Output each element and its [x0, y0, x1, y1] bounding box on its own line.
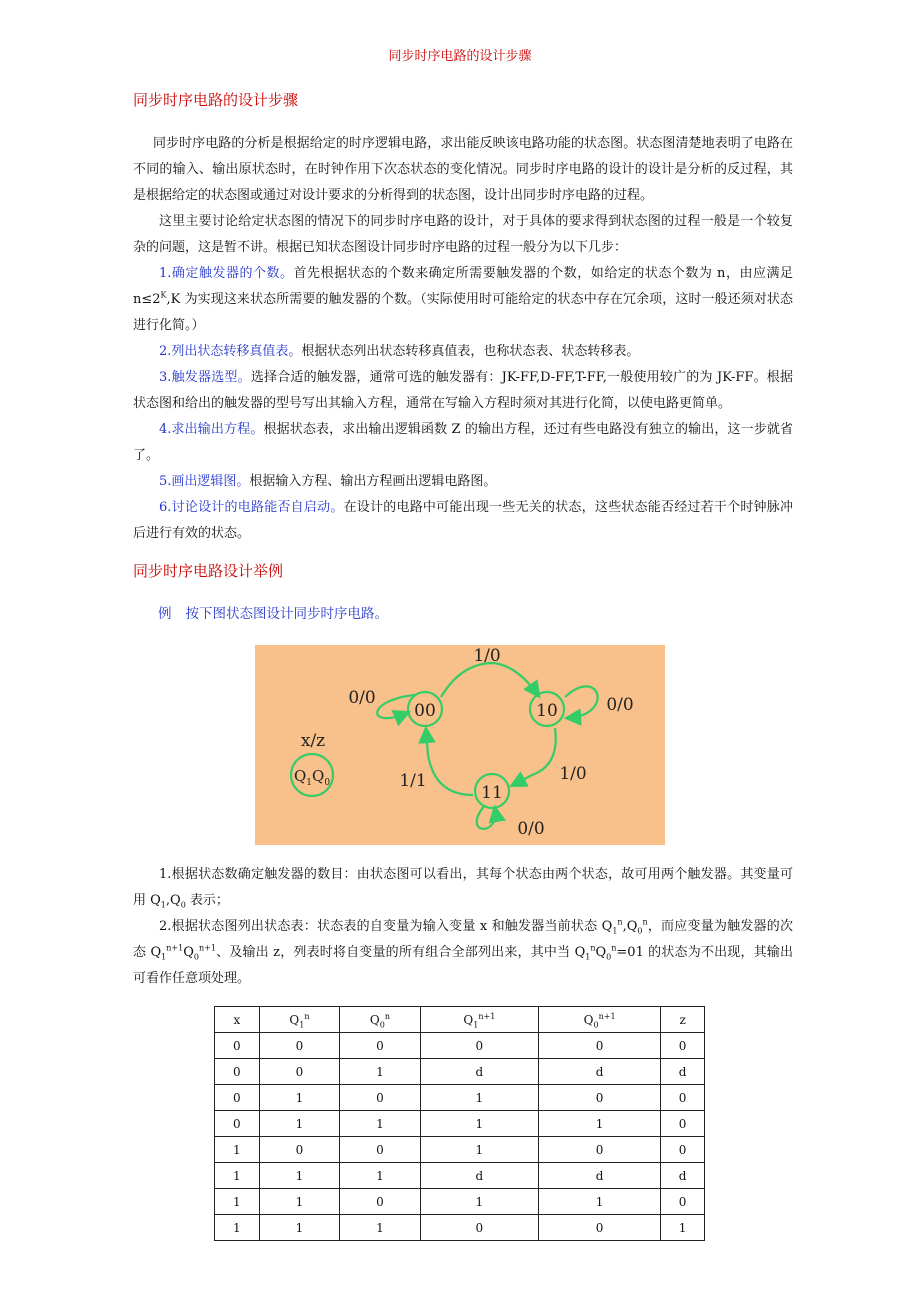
state-label-10: 10	[536, 701, 558, 721]
state-label-11: 11	[481, 783, 503, 803]
table-row	[215, 1189, 705, 1215]
col-header-q1n	[259, 1007, 340, 1033]
step-3-text: 选择合适的触发器，通常可选的触发器有：JK-FF,D-FF,T-FF,一般使用较广的为 JK-FF。根据状态图和给出的触发器的型号写出其输入方程，通常在写输入方程时须对其进行化简，以使电路更简单。	[133, 370, 793, 411]
table-row	[215, 1215, 705, 1241]
example-text: 按下图状态图设计同步时序电路。	[185, 606, 388, 622]
table-row	[215, 1111, 705, 1137]
edge-label-00-10: 1/0	[473, 646, 501, 666]
edge-label-loop11: 0/0	[517, 819, 545, 839]
table-cell: 1	[259, 1111, 340, 1137]
p2-sub1a: 1	[612, 926, 618, 936]
table-cell: 1	[215, 1189, 260, 1215]
hdr-3-sub: 1	[473, 1019, 479, 1029]
table-cell: 0	[539, 1137, 661, 1163]
step-1-text-b: ,K 为实现这来状态所需要的触发器的个数。（实际使用时可能给定的状态中存在冗余项，这时一般还须对状态进行化简。）	[133, 292, 793, 333]
hdr-1-sub: 1	[299, 1019, 305, 1029]
step-3-label: 3.触发器选型。	[159, 370, 251, 385]
p2-supn-a: n	[617, 917, 623, 927]
p2-supn1-b: n+1	[198, 943, 216, 953]
step-5-label: 5.画出逻辑图。	[159, 474, 250, 489]
col-header-z	[661, 1007, 705, 1033]
hdr-4-base: Q	[583, 1012, 594, 1027]
table-cell: 1	[259, 1163, 340, 1189]
edge-label-loop10: 0/0	[606, 695, 634, 715]
table-row	[215, 1085, 705, 1111]
col-header-x	[215, 1007, 260, 1033]
p1-a: 1.根据状态数确定触发器的数目：由状态图可以看出，其每个状态由两个状态，故可用两个触发器。其变量可用 Q	[133, 867, 793, 908]
table-cell: 0	[259, 1033, 340, 1059]
step-1-label: 1.确定触发器的个数。	[159, 266, 294, 281]
section-heading-design-steps: 同步时序电路的设计步骤	[133, 91, 299, 109]
p2-supn-c: n	[590, 943, 596, 953]
p1-c: 表示；	[185, 893, 229, 908]
p2-sub1c: 1	[585, 952, 591, 962]
p2-d: Q	[183, 945, 194, 960]
state-table-header-row	[215, 1007, 705, 1033]
table-cell: 0	[215, 1059, 260, 1085]
step-5	[133, 469, 793, 495]
hdr-0-base: x	[233, 1012, 241, 1027]
table-row	[215, 1059, 705, 1085]
table-cell: d	[661, 1163, 705, 1189]
p2-f: Q	[595, 945, 607, 960]
step-2	[133, 339, 793, 365]
table-cell: 1	[215, 1137, 260, 1163]
table-cell: 1	[661, 1215, 705, 1241]
p2-supn-b: n	[642, 917, 648, 927]
table-cell: 0	[340, 1189, 421, 1215]
legend-sub-0: 0	[324, 778, 331, 788]
step-1-text-a: 首先根据状态的个数来确定所需要触发器的个数，如给定的状态个数为 n，由应满足 n≤2	[133, 266, 793, 307]
table-cell: 1	[340, 1215, 421, 1241]
p2-e: 、及输出 z，列表时将自变量的所有组合全部列出来，其中当 Q	[215, 945, 586, 960]
step-3	[133, 365, 793, 417]
table-cell: 0	[420, 1215, 538, 1241]
edge-label-11-00: 1/1	[399, 771, 427, 791]
table-cell: 1	[420, 1085, 538, 1111]
table-row	[215, 1163, 705, 1189]
table-cell: 1	[539, 1111, 661, 1137]
step-4-text: 根据状态表，求出输出逻辑函数 Z 的输出方程，还过有些电路没有独立的输出，这一步就省了。	[133, 422, 793, 463]
table-cell: 0	[215, 1085, 260, 1111]
table-cell: 1	[259, 1189, 340, 1215]
step-2-label: 2.列出状态转移真值表。	[159, 344, 302, 359]
step-4-label: 4.求出输出方程。	[159, 422, 264, 437]
step-6-label: 6.讨论设计的电路能否自启动。	[159, 500, 344, 515]
legend-xz-label: x/z	[300, 731, 326, 751]
design-step-2-paragraph	[133, 914, 793, 992]
hdr-2-sub: 0	[379, 1019, 385, 1029]
step-4	[133, 417, 793, 469]
table-cell: 1	[340, 1059, 421, 1085]
step-5-text: 根据输入方程、输出方程画出逻辑电路图。	[249, 474, 497, 489]
table-cell: 0	[215, 1033, 260, 1059]
p2-g: =01 的状态为不出现，其输出可看作任意项处理。	[133, 945, 793, 986]
section-heading-example: 同步时序电路设计举例	[133, 562, 284, 580]
step-1-superscript: K	[160, 290, 167, 300]
hdr-3-sup: n+1	[478, 1011, 496, 1021]
table-cell: 0	[340, 1137, 421, 1163]
col-header-q0n	[340, 1007, 421, 1033]
table-cell: 0	[259, 1059, 340, 1085]
hdr-2-sup: n	[384, 1011, 390, 1021]
table-cell: 0	[340, 1033, 421, 1059]
state-table	[214, 1006, 705, 1241]
table-cell: 0	[661, 1111, 705, 1137]
table-cell: 0	[340, 1085, 421, 1111]
edge-label-loop00: 0/0	[348, 688, 376, 708]
table-cell: d	[539, 1163, 661, 1189]
table-cell: d	[420, 1059, 538, 1085]
table-cell: 0	[215, 1111, 260, 1137]
p2-sub0c: 0	[606, 952, 612, 962]
table-row	[215, 1033, 705, 1059]
table-cell: 0	[661, 1189, 705, 1215]
table-cell: d	[539, 1059, 661, 1085]
step-6	[133, 495, 793, 547]
table-cell: 1	[259, 1215, 340, 1241]
table-cell: 1	[420, 1137, 538, 1163]
table-cell: 1	[340, 1163, 421, 1189]
table-cell: d	[661, 1059, 705, 1085]
legend-q-base: Q	[293, 767, 307, 785]
page-title: 同步时序电路的设计步骤	[388, 49, 532, 64]
p2-sub0a: 0	[637, 926, 643, 936]
table-cell: 1	[420, 1189, 538, 1215]
hdr-5-base: z	[679, 1012, 686, 1027]
hdr-2-base: Q	[369, 1012, 380, 1027]
table-cell: d	[420, 1163, 538, 1189]
table-cell: 1	[539, 1189, 661, 1215]
col-header-q0n1	[539, 1007, 661, 1033]
hdr-4-sub: 0	[593, 1019, 599, 1029]
scope-paragraph: 这里主要讨论给定状态图的情况下的同步时序电路的设计，对于具体的要求得到状态图的过程一般是一个较复杂的问题，这是暂不讲。根据已知状态图设计同步时序电路的过程一般分为以下几步：	[133, 214, 793, 255]
step-2-text: 根据状态列出状态转移真值表，也称状态表、状态转移表。	[301, 344, 640, 359]
p2-supn1-a: n+1	[166, 943, 184, 953]
p1-b: ,Q	[165, 893, 181, 908]
hdr-1-base: Q	[289, 1012, 300, 1027]
p2-sub1b: 1	[161, 952, 167, 962]
example-line	[158, 602, 388, 622]
legend-q-base-2: Q	[312, 767, 325, 785]
table-cell: 0	[259, 1137, 340, 1163]
table-cell: 0	[539, 1033, 661, 1059]
table-cell: 1	[215, 1163, 260, 1189]
col-header-q1n1	[420, 1007, 538, 1033]
edge-label-10-11: 1/0	[559, 764, 587, 784]
table-cell: 1	[340, 1111, 421, 1137]
p2-supn-d: n	[611, 943, 617, 953]
state-diagram	[255, 645, 665, 845]
intro-paragraph: 同步时序电路的分析是根据给定的时序逻辑电路，求出能反映该电路功能的状态图。状态图清楚地表明了电路在不同的输入、输出原状态时，在时钟作用下次态状态的变化情况。同步时序电路的设计的设计是分析的反过程，其是根据给定的状态图或通过对设计要求的分析得到的状态图，设计出同步时序电路的过程。	[133, 136, 793, 203]
table-cell: 1	[215, 1215, 260, 1241]
table-row	[215, 1137, 705, 1163]
p2-sub0b: 0	[193, 952, 199, 962]
p2-a: 2.根据状态图列出状态表：状态表的自变量为输入变量 x 和触发器当前状态 Q	[159, 919, 613, 934]
design-step-1-paragraph	[133, 862, 793, 914]
table-cell: 1	[259, 1085, 340, 1111]
table-cell: 0	[539, 1085, 661, 1111]
p1-sub0: 0	[180, 900, 186, 910]
legend-sub-1: 1	[306, 778, 312, 788]
p2-b: ,Q	[622, 919, 638, 934]
table-cell: 1	[420, 1111, 538, 1137]
example-label: 例	[158, 606, 172, 622]
table-cell: 0	[420, 1033, 538, 1059]
table-cell: 0	[661, 1033, 705, 1059]
step-1	[133, 261, 793, 339]
hdr-4-sup: n+1	[598, 1011, 616, 1021]
hdr-1-sup: n	[304, 1011, 310, 1021]
table-cell: 0	[539, 1215, 661, 1241]
table-cell: 0	[661, 1085, 705, 1111]
state-label-00: 00	[414, 701, 436, 721]
p2-c: ，而应变量为触发器的次态 Q	[133, 919, 793, 960]
hdr-3-base: Q	[463, 1012, 474, 1027]
step-6-text: 在设计的电路中可能出现一些无关的状态，这些状态能否经过若干个时钟脉冲后进行有效的状态。	[133, 500, 793, 541]
table-cell: 0	[661, 1137, 705, 1163]
p1-sub1: 1	[160, 900, 166, 910]
